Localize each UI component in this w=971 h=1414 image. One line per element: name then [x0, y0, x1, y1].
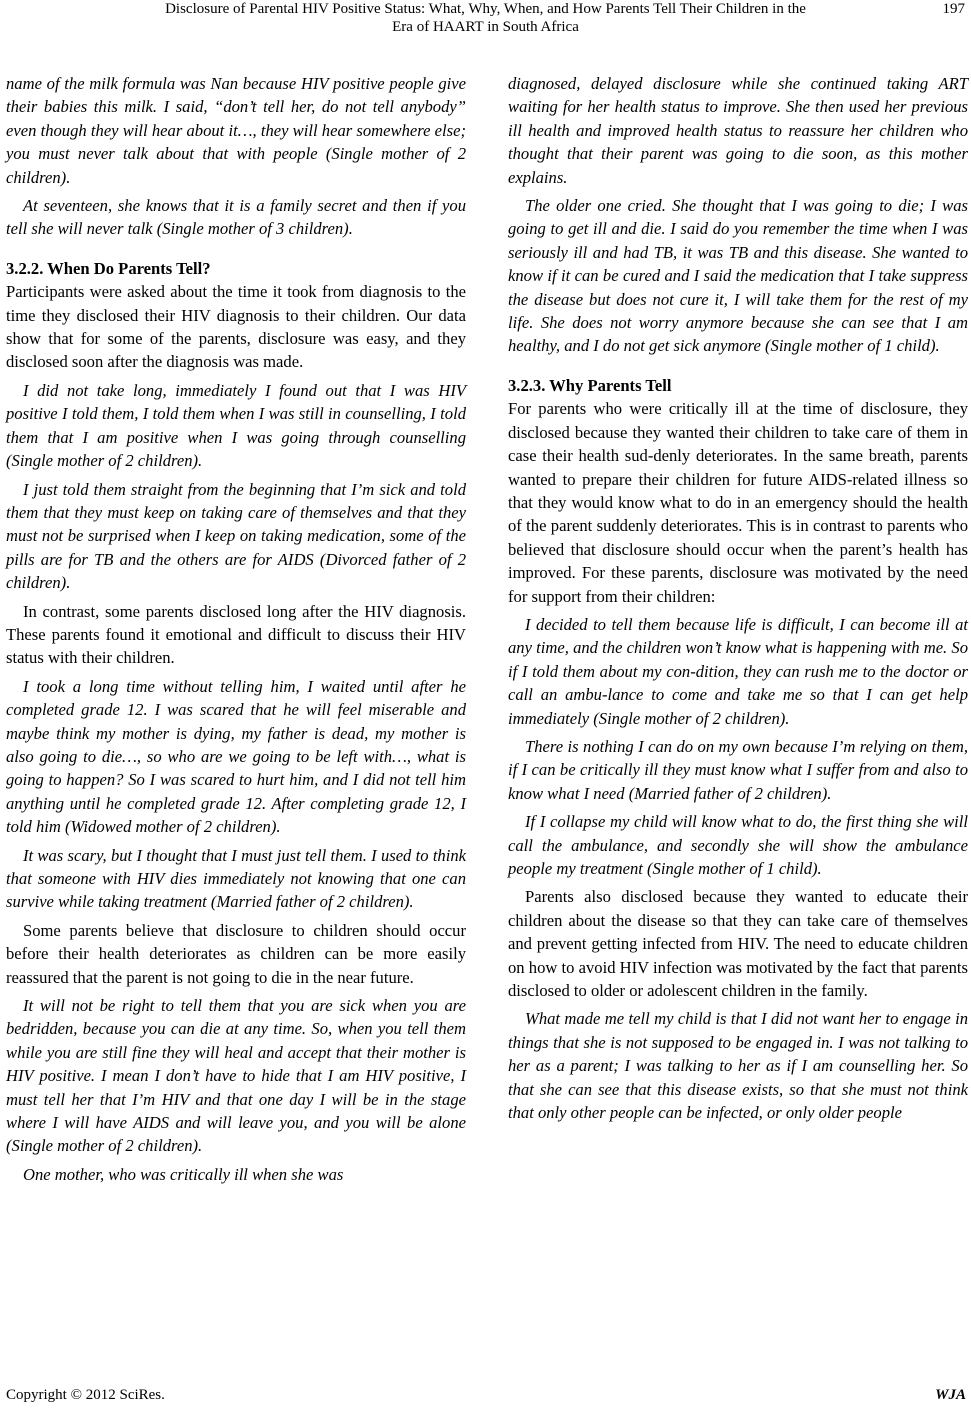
- left-column: [6, 72, 466, 1186]
- participant-quote: If I collapse my child will know what to do, the first thing she will call the ambulance, and secondly she will show the ambulance people my treatment (Single mother of 1 child).: [508, 812, 968, 878]
- participant-quote: The older one cried. She thought that I was going to die; I was going to get ill and die. I said do you remember the time when I was seriously ill and had TB, it was TB and this disease. She wanted to know if it can be cured and I said the medication that I take suppress the disease but does not cure it, I will take them for the rest of my life. She does not worry anymore because she can see that I am healthy, and I do not get sick anymore (Single mother of 1 child).: [508, 196, 968, 356]
- participant-quote: What made me tell my child is that I did not want her to engage in things that she is not supposed to be engaged in. I was not talking to her as a parent; I was talking to her as if I am counselling her. So that she can see that this disease exists, so that she must not think that only other people can be infected, or only older people: [508, 1009, 968, 1123]
- body-paragraph: For parents who were critically ill at the time of disclosure, they disclosed because they wanted their children to take care of them in case their health sud-denly deteriorates. In the same breath, parents wanted to prepare their children for future AIDS-related illness so that they would know what to do in an emergency should the health of the parent suddenly deteriorates. This is in contrast to parents who believed that disclosure should occur when the parent’s health has improved. For these parents, disclosure was motivated by the need for support from their children:: [508, 399, 968, 606]
- running-title-line-2: Era of HAART in South Africa: [392, 19, 579, 35]
- running-title-line-1: Disclosure of Parental HIV Positive Status: What, Why, When, and How Parents Tell Their Children in the: [165, 1, 806, 17]
- participant-quote: I did not take long, immediately I found out that I was HIV positive I told them, I told them when I was still in counselling, I told them that I am positive when I was going through counselling (Single mother of 2 children).: [6, 380, 466, 471]
- participant-quote: It will not be right to tell them that you are sick when you are bedridden, because you can die at any time. So, when you tell them while you are still fine they will heal and accept that their mother is HIV positive. I mean I don’t have to hide that I am HIV positive, I must tell her that I’m HIV and that one day I will be in the stage where I will have AIDS and will leave you, and you will be alone (Single mother of 2 children).: [6, 996, 466, 1156]
- participant-quote: diagnosed, delayed disclosure while she continued taking ART waiting for her health status to improve. She then used her previous ill health and improved health status to reassure her children who thought that their parent was going to die soon, as this mother explains.: [508, 74, 968, 187]
- participant-quote: One mother, who was critically ill when she was: [23, 1164, 344, 1184]
- section-heading: 3.2.3. Why Parents Tell: [508, 375, 672, 395]
- copyright-notice: Copyright © 2012 SciRes.: [6, 1387, 165, 1403]
- body-paragraph: In contrast, some parents disclosed long after the HIV diagnosis. These parents found it emotional and difficult to discuss their HIV status with their children.: [6, 601, 466, 668]
- page-header: [0, 0, 971, 44]
- right-column: [508, 72, 968, 1124]
- journal-abbreviation: WJA: [935, 1387, 966, 1403]
- body-paragraph: Some parents believe that disclosure to children should occur before their health deteriorates as children can be more easily reassured that the parent is not going to die in the near future.: [6, 920, 466, 987]
- section-heading: 3.2.2. When Do Parents Tell?: [6, 258, 211, 278]
- participant-quote: name of the milk formula was Nan because HIV positive people give their babies this milk. I said, “don’t tell her, do not tell anybody” even though they will hear about it…, they will hear somewhere else; you must never talk about that with people (Single mother of 2 children).: [6, 74, 466, 187]
- participant-quote: I just told them straight from the beginning that I’m sick and told them that they must keep on taking care of themselves and that they must not be surprised when I keep on taking medication, some of the pills are for TB and the others are for AIDS (Divorced father of 2 children).: [6, 479, 466, 593]
- participant-quote: I took a long time without telling him, I waited until after he completed grade 12. I was scared that he will feel miserable and maybe think my mother is dying, my father is dead, my mother is also going to die…, so who are we going to be left with…, what is going to happen? So I was scared to hurt him, and I did not tell him anything until he completed grade 12. After completing grade 12, I told him (Widowed mother of 2 children).: [6, 676, 466, 837]
- participant-quote: I decided to tell them because life is difficult, I can become ill at any time, and the children won’t know what is happening with me. So if I told them about my con-dition, they can rush me to the doctor or call an ambu-lance to come and take me so that I can get help immediately (Single mother of 2 children).: [508, 614, 968, 728]
- participant-quote: At seventeen, she knows that it is a family secret and then if you tell she will never talk (Single mother of 3 children).: [6, 196, 466, 239]
- body-paragraph: Parents also disclosed because they wanted to educate their children about the disease so that they can take care of themselves and prevent getting infected from HIV. The need to educate children on how to avoid HIV infection was motivated by the fact that parents disclosed to older or adolescent children in the family.: [508, 887, 968, 1001]
- page-number: 197: [942, 1, 965, 17]
- running-title: [0, 0, 971, 36]
- participant-quote: It was scary, but I thought that I must just tell them. I used to think that someone with HIV dies immediately not knowing that one can survive while taking treatment (Married father of 2 children).: [6, 845, 466, 912]
- body-paragraph: Participants were asked about the time it took from diagnosis to the time they disclosed their HIV diagnosis to their children. Our data show that for some of the parents, disclosure was easy, and they disclosed soon after the diagnosis was made.: [6, 282, 466, 372]
- participant-quote: There is nothing I can do on my own because I’m relying on them, if I can be critically ill they must know what I suffer from and also to know what I need (Married father of 2 children).: [508, 736, 968, 803]
